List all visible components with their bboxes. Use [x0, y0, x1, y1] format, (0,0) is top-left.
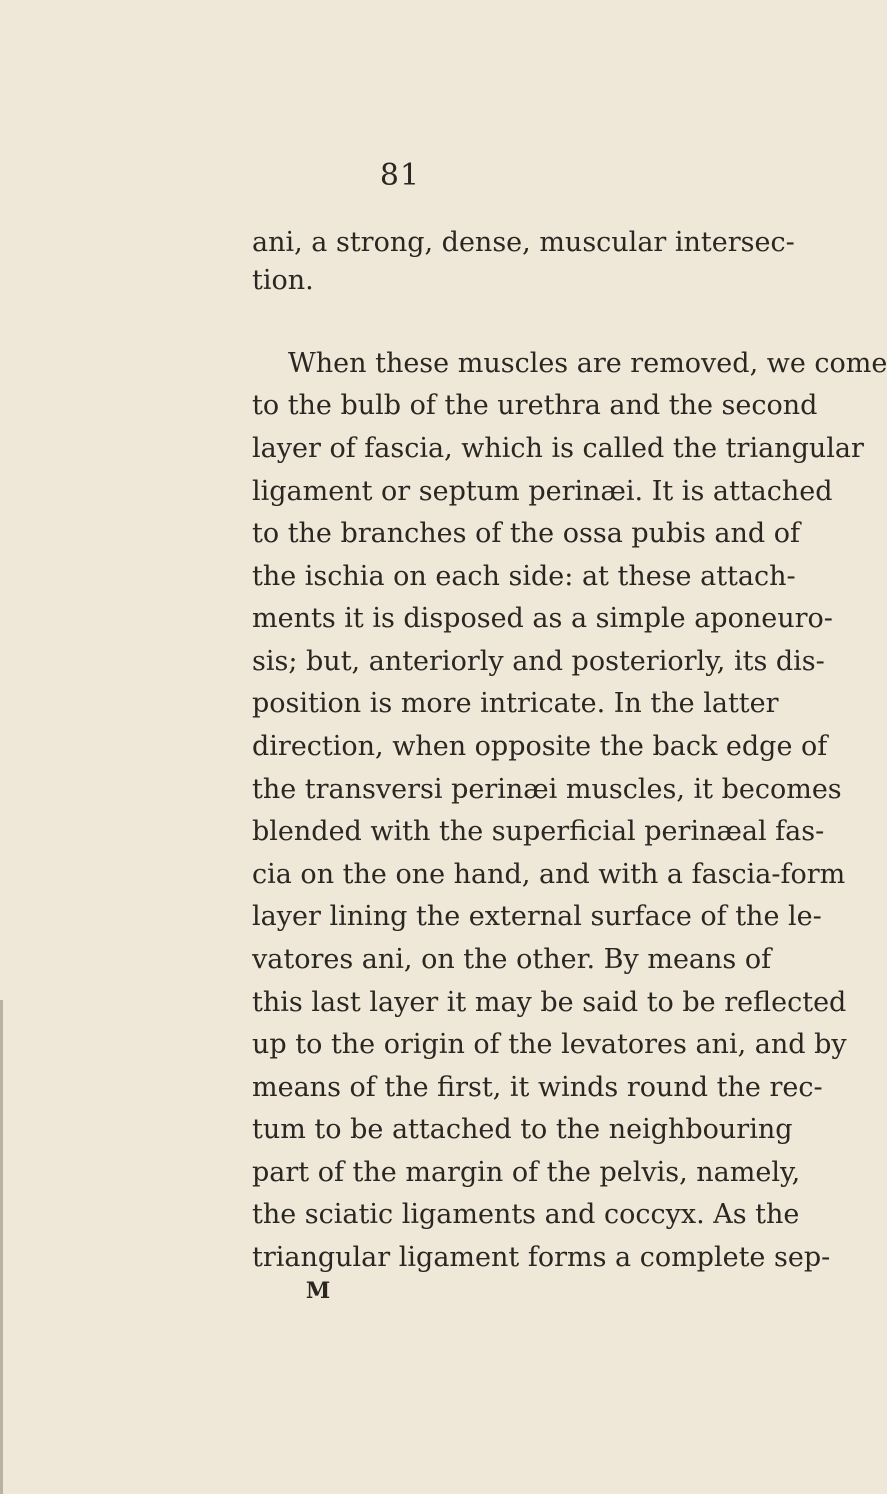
text-line: cia on the one hand, and with a fascia-form [252, 859, 846, 890]
text-line: means of the first, it winds round the rec- [252, 1072, 823, 1103]
text-line: to the branches of the ossa pubis and of [252, 518, 801, 549]
text-line: the sciatic ligaments and coccyx. As the [252, 1199, 800, 1230]
text-line: the transversi perinæi muscles, it becomes [252, 774, 842, 805]
text-line: tum to be attached to the neighbouring [252, 1114, 793, 1145]
text-line: position is more intricate. In the latter [252, 688, 779, 719]
page-number: 81 [379, 158, 421, 193]
text-line: When these muscles are removed, we come [288, 348, 887, 379]
text-line: blended with the superficial perinæal fas- [252, 816, 825, 847]
text-line: the ischia on each side: at these attach- [252, 561, 796, 592]
text-line: vatores ani, on the other. By means of [252, 944, 772, 975]
text-line: triangular ligament forms a complete sep- [252, 1242, 831, 1273]
page-edge-shadow [0, 1000, 3, 1494]
text-line: this last layer it may be said to be reflected [252, 987, 847, 1018]
printer-signature-mark: M [305, 1278, 331, 1304]
text-line: direction, when opposite the back edge of [252, 731, 828, 762]
text-line: to the bulb of the urethra and the second [252, 390, 818, 421]
text-line: part of the margin of the pelvis, namely, [252, 1157, 801, 1188]
text-line: layer of fascia, which is called the triangular [252, 433, 864, 464]
text-line: ligament or septum perinæi. It is attached [252, 476, 833, 507]
text-line: ments it is disposed as a simple aponeuro- [252, 603, 833, 634]
text-line: tion. [252, 265, 314, 296]
text-line: layer lining the external surface of the le- [252, 901, 822, 932]
text-line: ani, a strong, dense, muscular intersec- [252, 227, 795, 258]
text-line: up to the origin of the levatores ani, and by [252, 1029, 847, 1060]
text-line: sis; but, anteriorly and posteriorly, its dis- [252, 646, 825, 677]
